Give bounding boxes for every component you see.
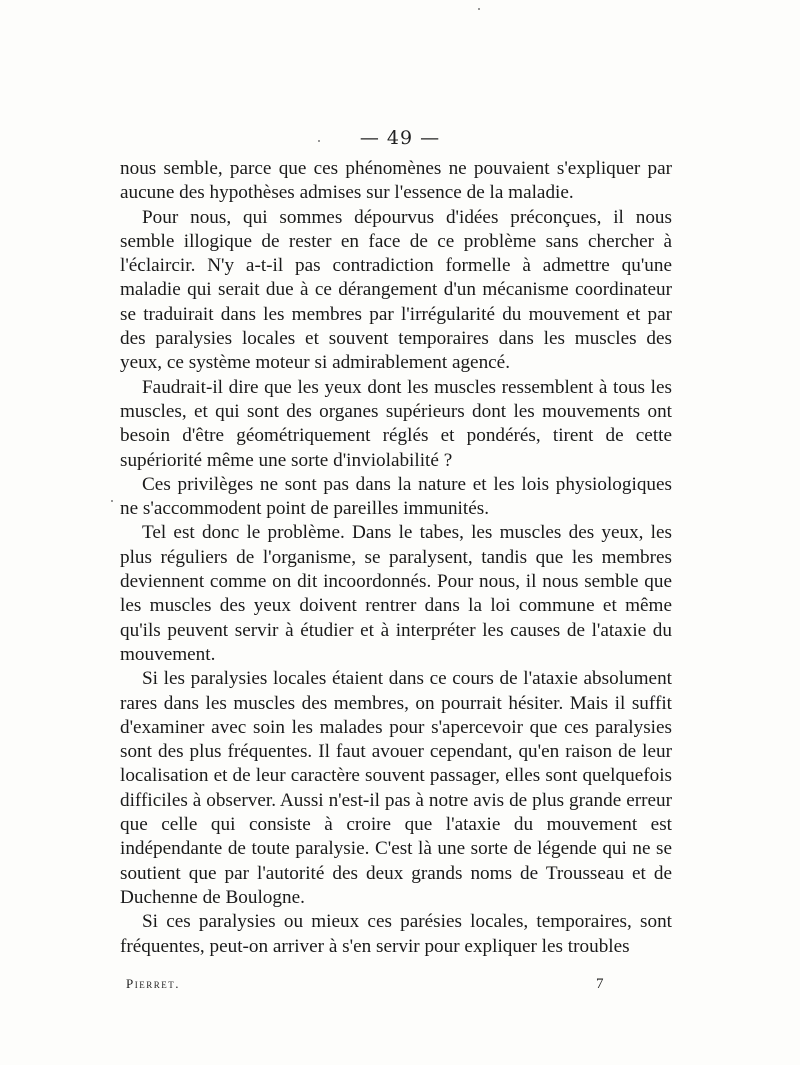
paragraph-2: Pour nous, qui sommes dépourvus d'idées préconçues, il nous semble illogique de rester en face de ce problème sans chercher à l'éclaircir. N'y a-t-il pas contradiction formelle à admettre qu'une maladie qui serait due à ce dérangement d'un mécanisme coordinateur se traduirait dans les membres par l'irrégularité du mouvement et par des paralysies locales et souvent temporaires dans les muscles des yeux, ce système moteur si admirablement agencé.	[120, 206, 672, 374]
author-name: Pierret.	[126, 976, 180, 991]
page-number: — 49 —	[359, 127, 441, 149]
signature-mark: 7	[596, 976, 604, 992]
paragraph-5: Tel est donc le problème. Dans le tabes, les muscles des yeux, les plus réguliers de l'organisme, se paralysent, tandis que les membres deviennent comme on dit incoordonnés. Pour nous, il nous semble que les muscles des yeux doivent rentrer dans la loi commune et même qu'ils peuvent servir à étudier et à interpréter les causes de l'ataxie du mouvement.	[120, 522, 672, 665]
paragraph-6: Si les paralysies locales étaient dans ce cours de l'ataxie absolument rares dans les muscles des membres, on pourrait hésiter. Mais il suffit d'examiner avec soin les malades pour s'apercevoir que ces paralysies sont des plus fréquentes. Il faut avouer cependant, qu'en raison de leur localisation et de leur caractère souvent passager, elles sont quelquefois difficiles à observer. Aussi n'est-il pas à notre avis de plus grande erreur que celle qui consiste à croire que l'ataxie du mouvement est indépendante de toute paralysie. C'est là une sorte de légende qui ne se soutient que par l'autorité des deux grands noms de Trousseau et de Duchenne de Boulogne.	[120, 668, 672, 908]
print-speck	[111, 500, 113, 502]
paragraph-7: Si ces paralysies ou mieux ces parésies locales, temporaires, sont fréquentes, peut-on arriver à s'en servir pour expliquer les troubles	[120, 911, 672, 957]
print-speck	[318, 140, 320, 142]
paragraph-4: Ces privilèges ne sont pas dans la nature et les lois physiologiques ne s'accommodent point de pareilles immunités.	[120, 473, 672, 520]
body-text	[120, 157, 672, 959]
paragraph-1: nous semble, parce que ces phénomènes ne pouvaient s'expliquer par aucune des hypothèses admises sur l'essence de la maladie.	[120, 158, 672, 204]
paragraph-3: Faudrait-il dire que les yeux dont les muscles ressemblent à tous les muscles, et qui sont des organes supérieurs dont les mouvements ont besoin d'être géométriquement réglés et pondérés, tirent de cette supériorité même une sorte d'inviolabilité ?	[120, 376, 672, 471]
print-speck	[478, 8, 480, 10]
